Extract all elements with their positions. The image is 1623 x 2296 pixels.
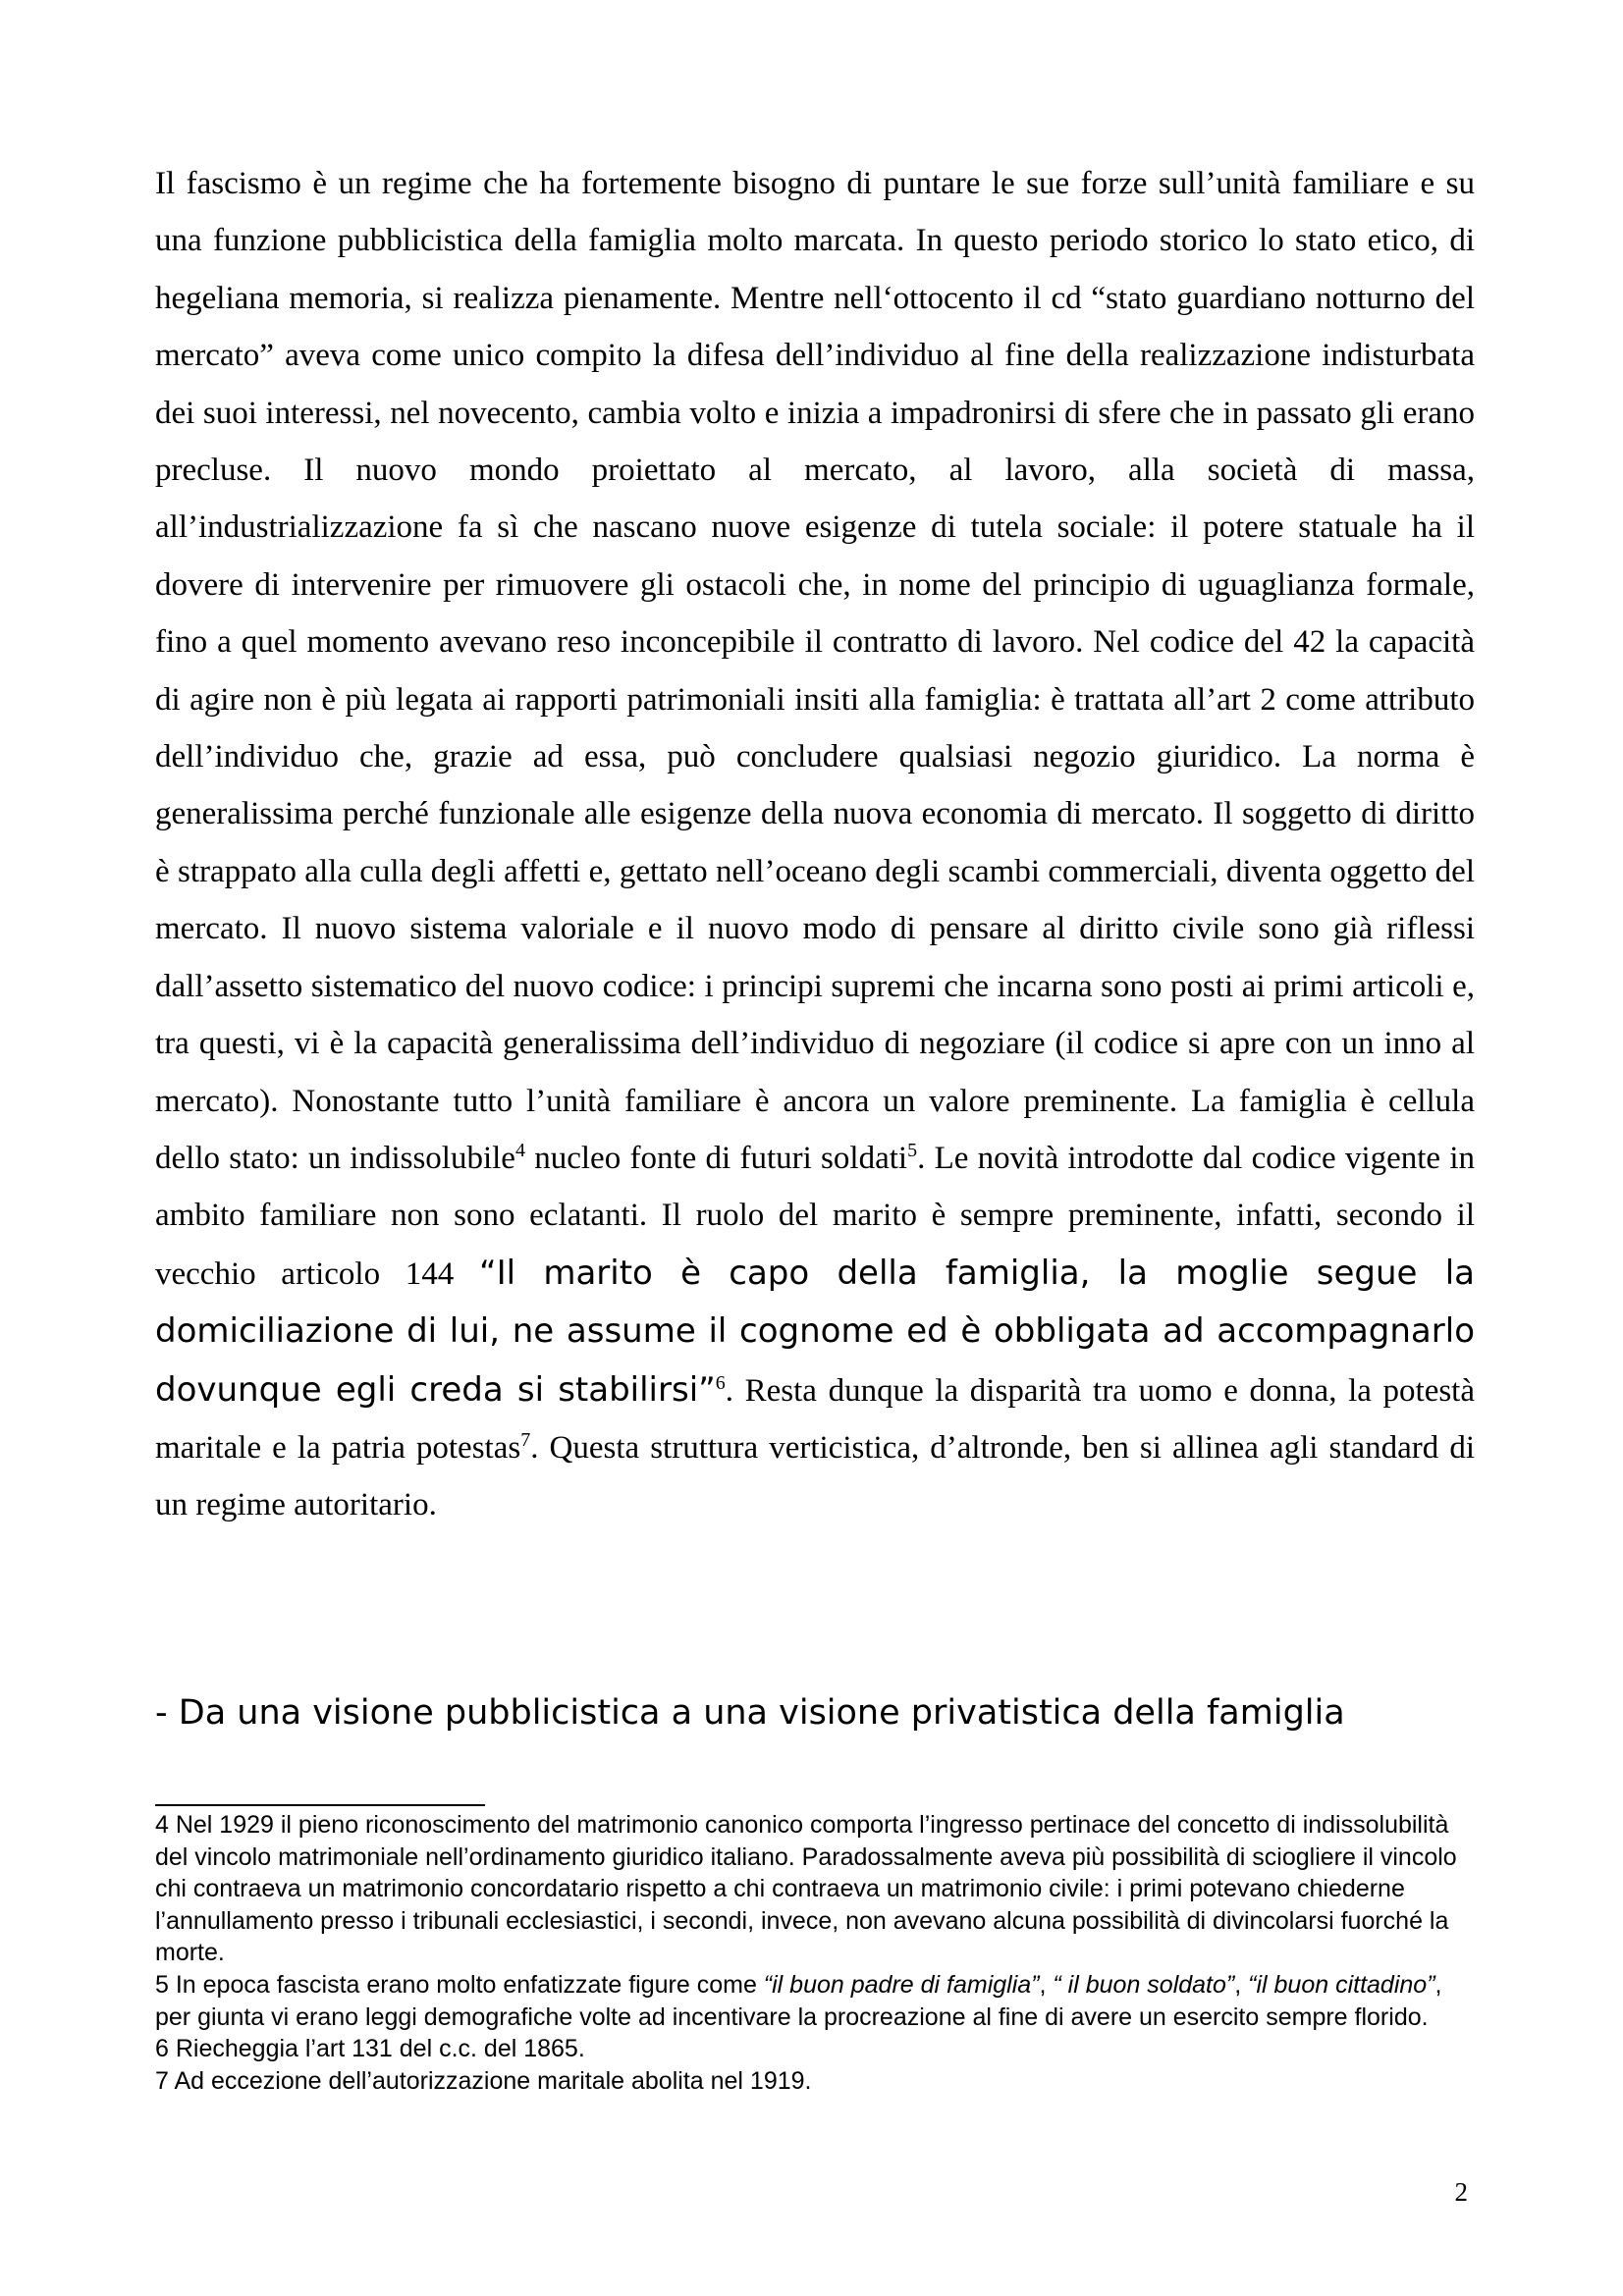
footnote-6: 6 Riecheggia l’art 131 del c.c. del 1865. <box>155 2035 585 2063</box>
footnote-5-text-d: , per giunta vi erano leggi demografiche volte ad incentivare la procreazione al fine di avere un esercito sempre florido. <box>155 1970 1442 2031</box>
footnote-ref-5[interactable]: 5 <box>907 1139 918 1161</box>
footnote-separator <box>155 1804 485 1806</box>
footnote-5-italic-1: “il buon padre di famiglia” <box>763 1970 1040 1999</box>
footnote-ref-7[interactable]: 7 <box>520 1428 531 1451</box>
body-paragraph <box>155 155 1475 1534</box>
footnote-5-italic-2: “ il buon soldato” <box>1053 1970 1235 1999</box>
article-144-quote: “Il marito è capo della famiglia, la moglie segue la domiciliazione di lui, ne assume il cognome ed è obbligata ad accompagnarlo dovunque egli creda si stabilirsi” <box>155 1253 1475 1410</box>
body-text-part-2: nucleo fonte di futuri soldati <box>524 1140 908 1176</box>
footnote-7: 7 Ad eccezione dell’autorizzazione maritale abolita nel 1919. <box>155 2066 812 2095</box>
body-text-part-3: . Le novità introdotte dal codice vigente in ambito familiare non sono eclatanti. Il ruolo del marito è sempre preminente, infatti, secondo il vecchio articolo 144 <box>155 1140 1476 1292</box>
footnote-ref-6[interactable]: 6 <box>715 1371 726 1394</box>
body-text-part-1: Il fascismo è un regime che ha fortemente bisogno di puntare le sue forze sull’unità familiare e su una funzione pubblicistica della famiglia molto marcata. In questo periodo storico lo stato etico, di hegeliana memoria, si realizza pienamente. Mentre nell‘ottocento il cd “stato guardiano notturno del mercato” aveva come unico compito la difesa dell’individuo al fine della realizzazione indisturbata dei suoi interessi, nel novecento, cambia volto e inizia a impadronirsi di sfere che in passato gli erano precluse. Il nuovo mondo proiettato al mercato, al lavoro, alla società di massa, all’industrializzazione fa sì che nascano nuove esigenze di tutela sociale: il potere statuale ha il dovere di intervenire per rimuovere gli ostacoli che, in nome del principio di uguaglianza formale, fino a quel momento avevano reso inconcepibile il contratto di lavoro. Nel codice del 42 la capacità di agire non è più legata ai rapporti patrimoniali insiti alla famiglia: è trattata all’art 2 come attributo dell’individuo che, grazie ad essa, può concludere qualsiasi negozio giuridico. La norma è generalissima perché funzionale alle esigenze della nuova economia di mercato. Il soggetto di diritto è strappato alla culla degli affetti e, gettato nell’oceano degli scambi commerciali, diventa oggetto del mercato. Il nuovo sistema valoriale e il nuovo modo di pensare al diritto civile sono già riflessi dall’assetto sistematico del nuovo codice: i principi supremi che incarna sono posti ai primi articoli e, tra questi, vi è la capacità generalissima dell’individuo di negoziare (il codice si apre con un inno al mercato). Nonostante tutto l’unità familiare è ancora un valore preminente. La famiglia è cellula dello stato: un indissolubile <box>155 166 1475 1176</box>
section-heading: - Da una visione pubblicistica a una visione privatistica della famiglia <box>155 1693 1345 1733</box>
body-text-part-4: . Resta dunque la disparità tra uomo e donna, la potestà maritale e la patria potestas <box>155 1372 1476 1466</box>
footnote-5-text-a: 5 In epoca fascista erano molto enfatizzate figure come <box>155 1970 764 1999</box>
footnote-ref-4[interactable]: 4 <box>514 1139 525 1161</box>
footnote-5-text-c: , <box>1234 1970 1249 1999</box>
footnote-5-italic-3: “il buon cittadino” <box>1248 1970 1435 1999</box>
footnote-5-text-b: , <box>1039 1970 1054 1999</box>
body-text-part-5: . Questa struttura verticistica, d’altronde, ben si allinea agli standard di un regime autoritario. <box>155 1429 1475 1523</box>
footnote-4: 4 Nel 1929 il pieno riconoscimento del matrimonio canonico comporta l’ingresso pertinace del concetto di indissolubilità del vincolo matrimoniale nell’ordinamento giuridico italiano. Paradossalmente aveva più possibilità di sciogliere il vincolo chi contraeva un matrimonio concordatario rispetto a chi contraeva un matrimonio civile: i primi potevano chiederne l’annullamento presso i tribunali ecclesiastici, i secondi, invece, non avevano alcuna possibilità di divincolarsi fuorché la morte. <box>155 1811 1457 1967</box>
footnotes-list <box>155 1809 1476 2097</box>
footnote-5 <box>155 1969 1476 2033</box>
page-number: 2 <box>1454 2177 1468 2207</box>
